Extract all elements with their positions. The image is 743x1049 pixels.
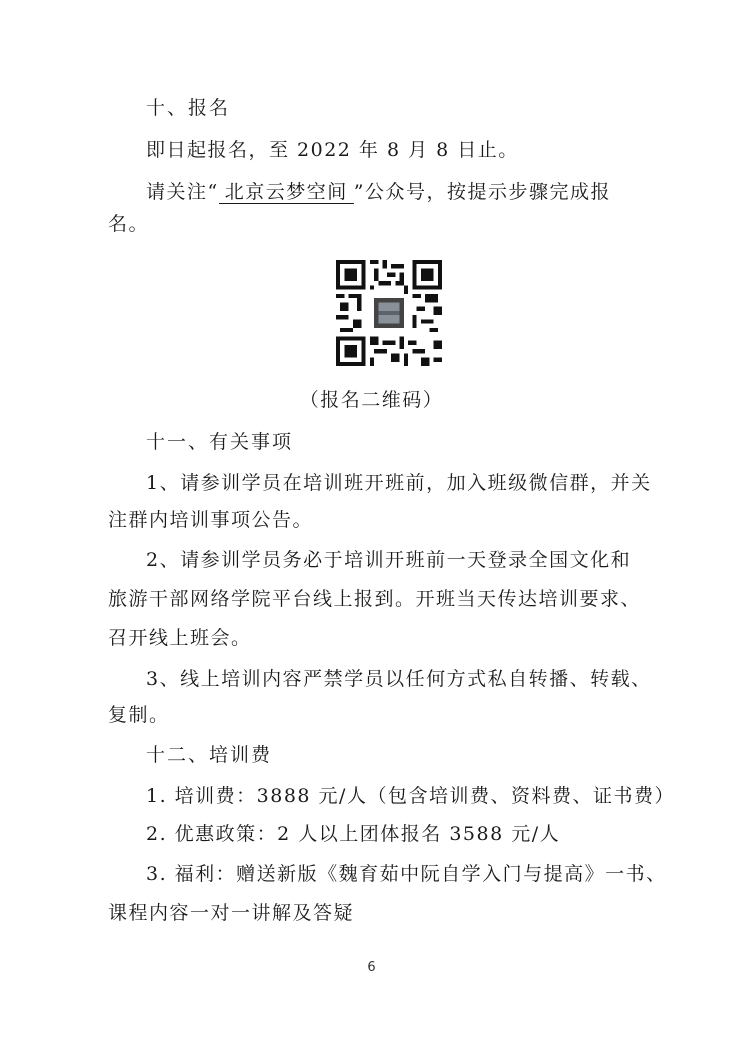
- follow-account-line-cont: 名。: [108, 213, 150, 235]
- notice-item-2-cont2: 召开线上班会。: [108, 627, 252, 649]
- registration-qr-code: [336, 260, 442, 366]
- notice-item-3: 3、线上培训内容严禁学员以任何方式私自转播、转载、: [146, 668, 652, 690]
- notice-item-2-cont: 旅游干部网络学院平台线上报到。开班当天传达培训要求、: [108, 588, 642, 610]
- notice-item-1: 1、请参训学员在培训班开班前，加入班级微信群，并关: [146, 472, 652, 494]
- follow-account-line: [146, 180, 611, 204]
- fee-item-1: 1. 培训费：3888 元/人（包含培训费、资料费、证书费）: [146, 785, 675, 807]
- notice-item-2: 2、请参训学员务必于培训开班前一天登录全国文化和: [146, 549, 632, 571]
- section-12-heading: 十二、培训费: [146, 744, 273, 766]
- section-10-heading: 十、报名: [146, 97, 231, 119]
- page-number: 6: [367, 960, 376, 975]
- fee-item-2: 2. 优惠政策：2 人以上团体报名 3588 元/人: [146, 823, 561, 845]
- registration-deadline: 即日起报名，至 2022 年 8 月 8 日止。: [146, 139, 519, 161]
- section-11-heading: 十一、有关事项: [146, 431, 294, 453]
- qr-caption: （报名二维码）: [299, 389, 444, 411]
- fee-item-3-cont: 课程内容一对一讲解及答疑: [108, 902, 355, 924]
- follow-prefix: 请关注“: [146, 181, 219, 203]
- fee-item-3: 3. 福利：赠送新版《魏育茹中阮自学入门与提高》一书、: [146, 863, 667, 885]
- notice-item-3-cont: 复制。: [108, 704, 170, 726]
- account-name: 北京云梦空间: [219, 181, 354, 204]
- follow-suffix: ”公众号，按提示步骤完成报: [353, 181, 611, 203]
- notice-item-1-cont: 注群内培训事项公告。: [108, 509, 314, 531]
